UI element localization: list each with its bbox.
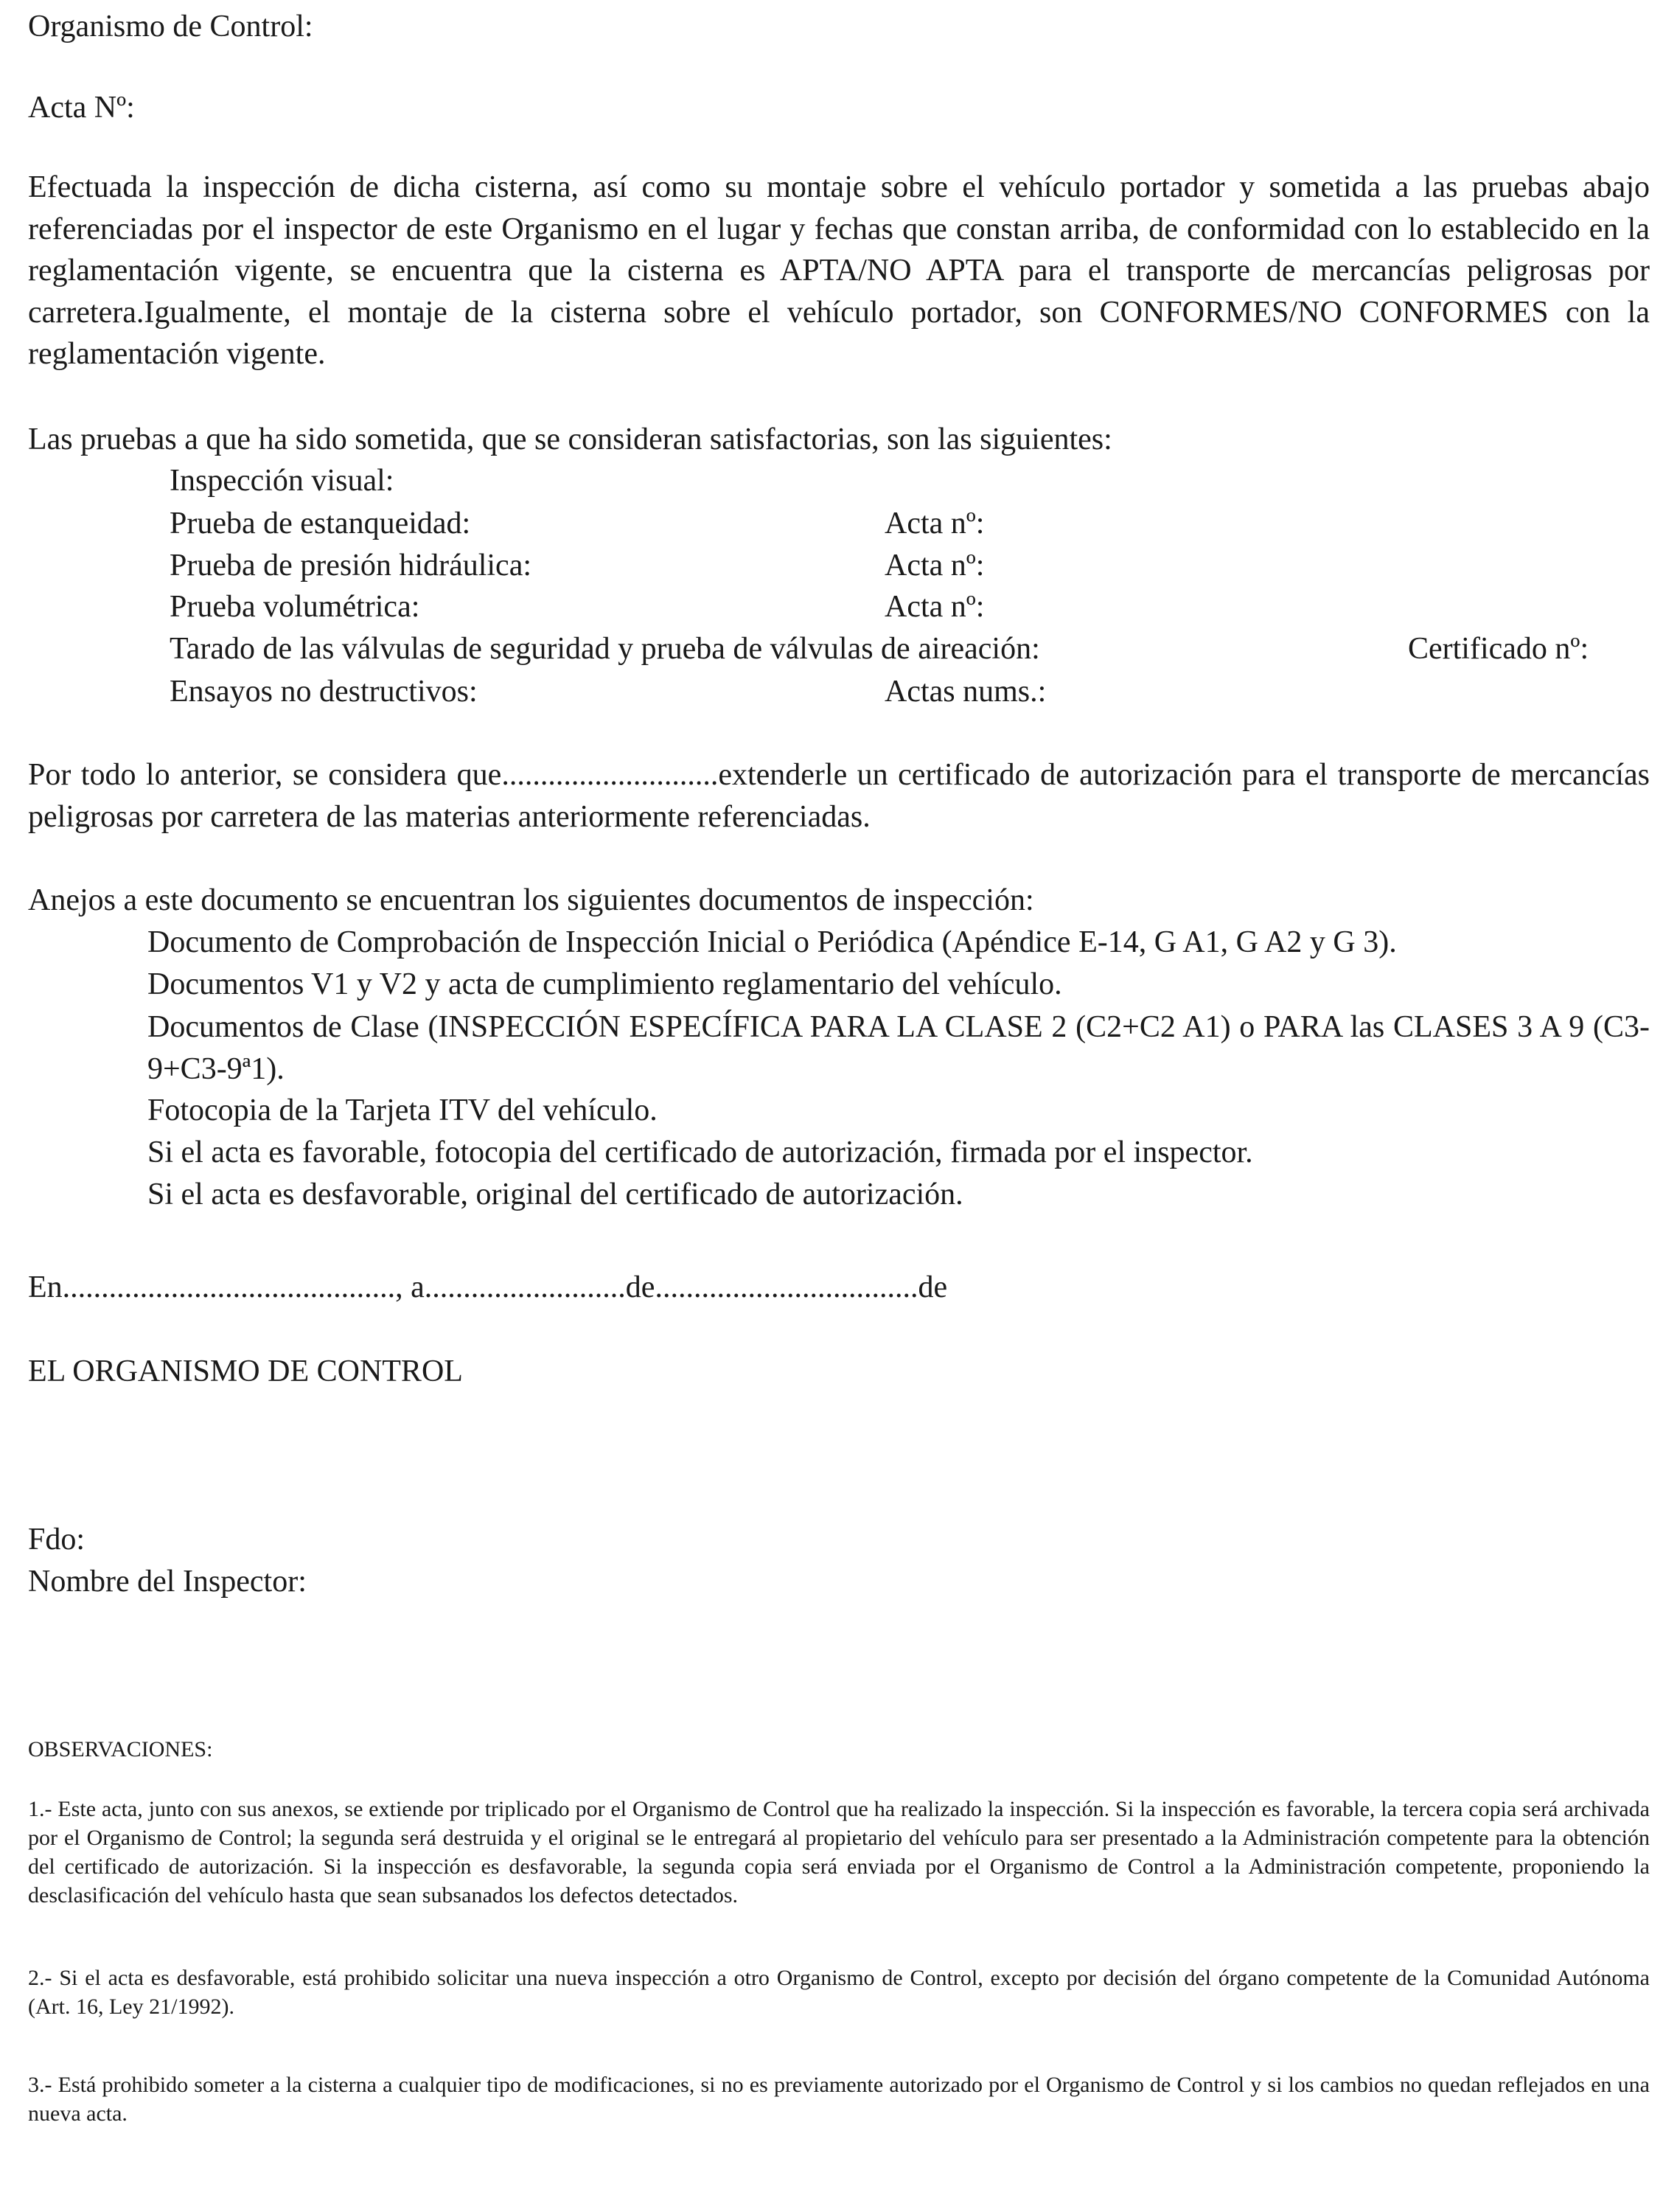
conclusion-paragraph: Por todo lo anterior, se considera que............................extenderle un certificado de autorización para el transporte de mercancías peligrosas por carretera de las materias anteriormente referenciadas.: [28, 758, 1650, 834]
anejo-item: Documentos de Clase (INSPECCIÓN ESPECÍFICA PARA LA CLASE 2 (C2+C2 A1) o PARA las CLASES 3 A 9 (C3-9+C3-9ª1).: [147, 1010, 1650, 1086]
prueba-label: Ensayos no destructivos:: [170, 675, 478, 709]
inspector-name-label: Nombre del Inspector:: [28, 1565, 307, 1599]
acta-number-label: Acta Nº:: [28, 91, 135, 125]
observacion-item: 3.- Está prohibido someter a la cisterna a cualquier tipo de modificaciones, si no es previamente autorizado por el Organismo de Control y si los cambios no quedan reflejados en una nueva acta.: [28, 2073, 1650, 2126]
prueba-ref: Actas nums.:: [885, 675, 1047, 709]
organismo-signature-label: EL ORGANISMO DE CONTROL: [28, 1354, 463, 1388]
anejo-item: Documento de Comprobación de Inspección Inicial o Periódica (Apéndice E-14, G A1, G A2 y G 3).: [147, 925, 1397, 959]
fecha-line: En..........................................., a..........................de..................................de: [28, 1270, 948, 1304]
prueba-ref: Acta nº:: [885, 590, 985, 624]
prueba-label: Prueba volumétrica:: [170, 590, 420, 624]
intro-paragraph: Efectuada la inspección de dicha cisterna, así como su montaje sobre el vehículo portador y sometida a las pruebas abajo referenciadas por el inspector de este Organismo en el lugar y fechas que constan arriba, de conformidad con lo establecido en la reglamentación vigente, se encuentra que la cisterna es APTA/NO APTA para el transporte de mercancías peligrosas por carretera.Igualmente, el montaje de la cisterna sobre el vehículo portador, son CONFORMES/NO CONFORMES con la reglamentación vigente.: [28, 170, 1650, 371]
prueba-ref: Certificado nº:: [1408, 632, 1589, 666]
observacion-item: 2.- Si el acta es desfavorable, está prohibido solicitar una nueva inspección a otro Organismo de Control, excepto por decisión del órgano competente de la Comunidad Autónoma (Art. 16, Ley 21/1992).: [28, 1966, 1650, 2019]
prueba-ref: Acta nº:: [885, 507, 985, 540]
anejo-item: Si el acta es desfavorable, original del certificado de autorización.: [147, 1178, 963, 1211]
anejo-item: Documentos V1 y V2 y acta de cumplimiento reglamentario del vehículo.: [147, 967, 1062, 1001]
prueba-label: Tarado de las válvulas de seguridad y prueba de válvulas de aireación:: [170, 632, 1040, 666]
prueba-label: Prueba de presión hidráulica:: [170, 549, 531, 582]
anejo-item: Si el acta es favorable, fotocopia del certificado de autorización, firmada por el inspector.: [147, 1135, 1253, 1169]
observaciones-heading: OBSERVACIONES:: [28, 1737, 213, 1761]
anejos-heading: Anejos a este documento se encuentran los siguientes documentos de inspección:: [28, 883, 1034, 917]
pruebas-heading: Las pruebas a que ha sido sometida, que se consideran satisfactorias, son las siguientes:: [28, 422, 1112, 456]
prueba-ref: Acta nº:: [885, 549, 985, 582]
fdo-label: Fdo:: [28, 1523, 86, 1557]
prueba-label: Prueba de estanqueidad:: [170, 507, 471, 540]
observacion-item: 1.- Este acta, junto con sus anexos, se extiende por triplicado por el Organismo de Control que ha realizado la inspección. Si la inspección es favorable, la tercera copia será archivada por el Organismo de Control; la segunda será destruida y el original se le entregará al propietario del vehículo para ser presentado a la Administración competente para la obtención del certificado de autorización. Si la inspección es desfavorable, la segunda copia será enviada por el Organismo de Control a la Administración competente, proponiendo la desclasificación del vehículo hasta que sean subsanados los defectos detectados.: [28, 1797, 1650, 1907]
organismo-label: Organismo de Control:: [28, 10, 313, 44]
prueba-label: Inspección visual:: [170, 464, 394, 498]
anejo-item: Fotocopia de la Tarjeta ITV del vehículo.: [147, 1093, 658, 1127]
